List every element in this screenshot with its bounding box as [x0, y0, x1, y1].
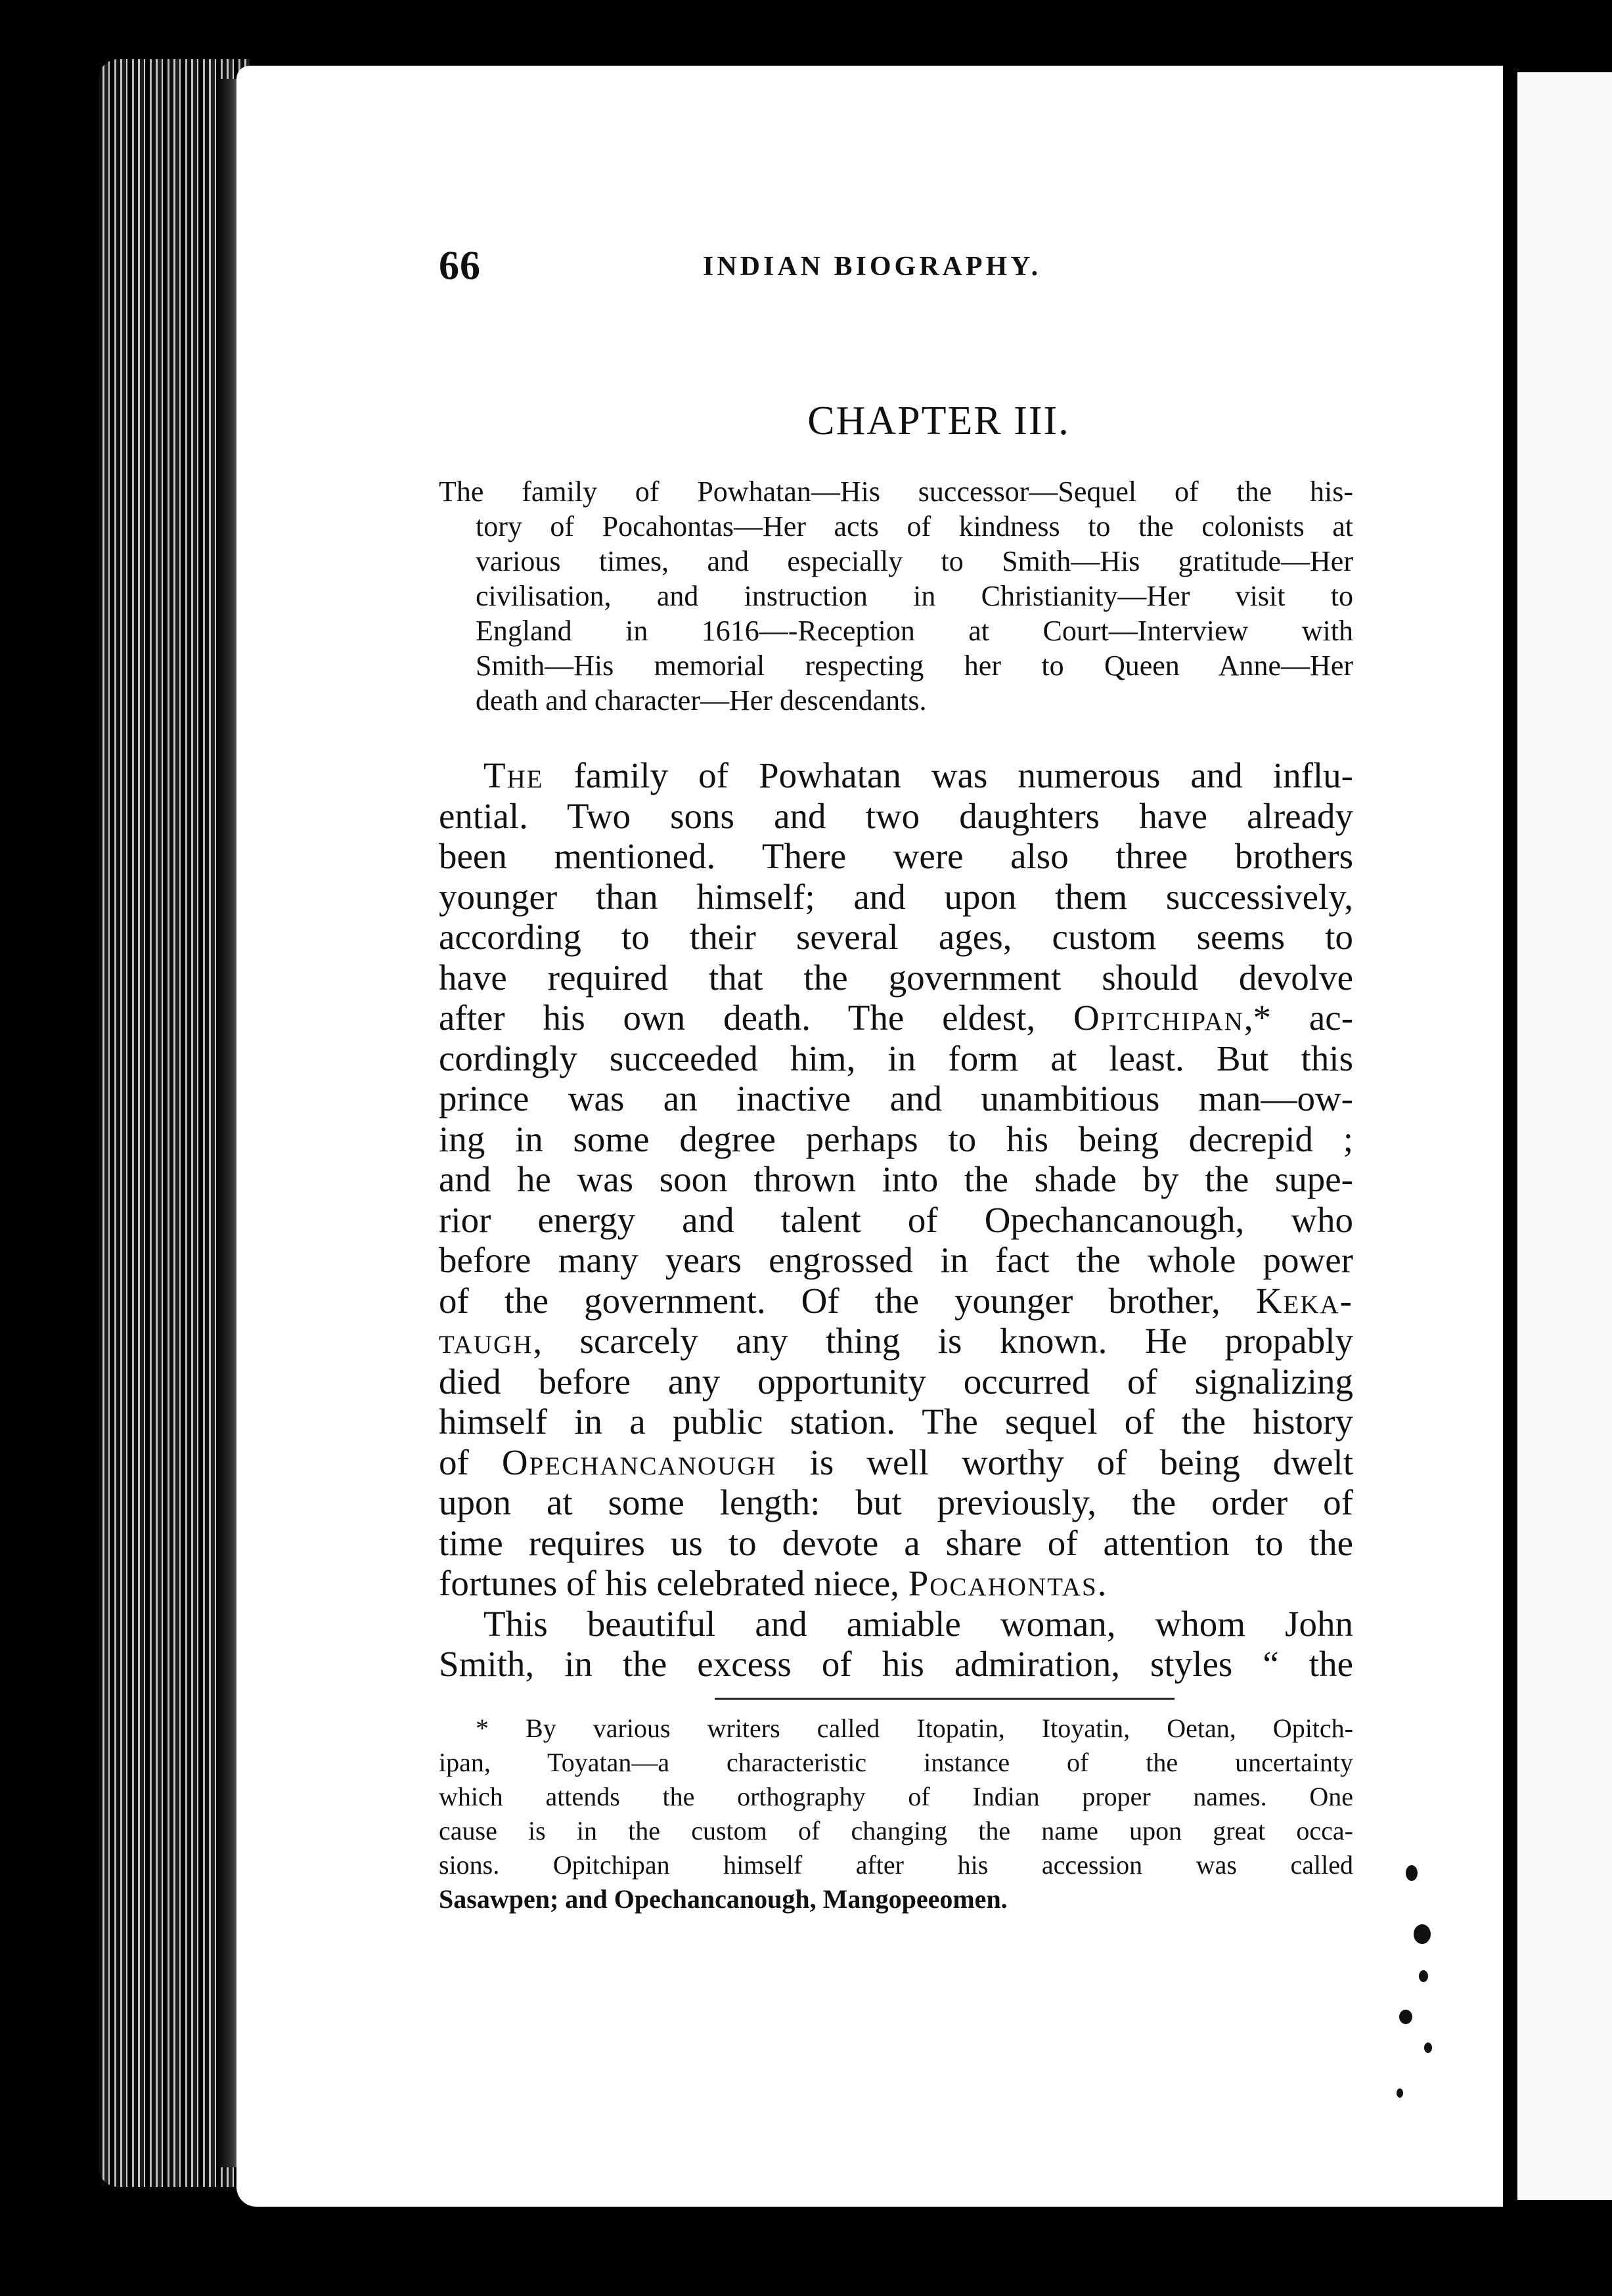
running-head: INDIAN BIOGRAPHY.	[703, 252, 1042, 282]
footnote-line: Sasawpen; and Opechancanough, Mangopeeomen.	[439, 1884, 1008, 1914]
body-line: prince was an inactive and unambitious man—ow-	[439, 1078, 1353, 1118]
body-line	[439, 1442, 1353, 1483]
facing-page-edge	[1517, 72, 1612, 2200]
synopsis-line: Smith—His memorial respecting her to Queen Anne—Her	[476, 650, 1353, 682]
proper-name: Opechancanough	[501, 1442, 777, 1482]
drop-cap-word: The	[483, 755, 544, 795]
synopsis-line: death and character—Her descendants.	[476, 684, 927, 717]
body-line: This beautiful and amiable woman, whom John	[483, 1603, 1353, 1644]
body-line-text: family of Powhatan was numerous and influ-	[543, 755, 1353, 795]
proper-name: Keka-	[1255, 1280, 1353, 1321]
page-number: 66	[439, 244, 481, 288]
synopsis-line: England in 1616—-Reception at Court—Interview with	[476, 615, 1353, 647]
synopsis-line: civilisation, and instruction in Christianity—Her visit to	[476, 580, 1353, 612]
synopsis-line: various times, and especially to Smith—His gratitude—Her	[476, 545, 1353, 577]
body-line: before many years engrossed in fact the whole power	[439, 1240, 1353, 1280]
body-line-text: , scarcely any thing is known. He propably	[533, 1321, 1353, 1361]
body-line: younger than himself; and upon them successively,	[439, 876, 1353, 917]
chapter-synopsis	[439, 474, 1353, 718]
body-line: ing in some degree perhaps to his being decrepid ;	[439, 1118, 1353, 1159]
footnote-divider	[715, 1698, 1175, 1700]
page-gap	[1503, 66, 1517, 2207]
footnote	[439, 1711, 1353, 1916]
scan-speck	[1419, 1970, 1428, 1982]
body-line: died before any opportunity occurred of signalizing	[439, 1361, 1353, 1402]
synopsis-line: The family of Powhatan—His successor—Sequel of the his-	[439, 475, 1353, 508]
footnote-line: cause is in the custom of changing the name upon great occa-	[439, 1816, 1353, 1845]
body-line	[439, 1321, 1353, 1361]
body-line: been mentioned. There were also three brothers	[439, 836, 1353, 876]
body-line: have required that the government should devolve	[439, 957, 1353, 998]
body-text	[439, 755, 1353, 1685]
body-line-text: after his own death. The eldest,	[439, 998, 1073, 1038]
footnote-line: sions. Opitchipan himself after his accession was called	[439, 1850, 1353, 1880]
page-header	[439, 243, 1353, 296]
body-line: rior energy and talent of Opechancanough, who	[439, 1199, 1353, 1240]
scan-speck	[1399, 2010, 1412, 2024]
proper-name: Opitchipan	[1073, 998, 1244, 1038]
body-line: and he was soon thrown into the shade by the supe-	[439, 1159, 1353, 1199]
body-line-text: of	[439, 1442, 502, 1482]
body-line: according to their several ages, custom seems to	[439, 917, 1353, 957]
body-line-text: fortunes of his celebrated niece,	[439, 1563, 908, 1603]
body-line: cordingly succeeded him, in form at least. But this	[439, 1038, 1353, 1078]
synopsis-line: tory of Pocahontas—Her acts of kindness to the colonists at	[476, 510, 1353, 542]
body-line-text: ,* ac-	[1243, 998, 1354, 1038]
body-line: himself in a public station. The sequel of the history	[439, 1402, 1353, 1442]
body-line-text: .	[1097, 1563, 1107, 1603]
body-line-text: of the government. Of the younger brother,	[439, 1280, 1256, 1321]
proper-name: Pocahontas	[908, 1563, 1098, 1603]
body-line: time requires us to devote a share of attention to the	[439, 1522, 1353, 1563]
scan-speck	[1424, 2042, 1432, 2053]
body-line	[439, 1281, 1353, 1321]
scan-speck	[1397, 2088, 1403, 2098]
proper-name: taugh	[439, 1321, 533, 1361]
scan-speck	[1406, 1865, 1418, 1881]
body-line: ential. Two sons and two daughters have already	[439, 795, 1353, 836]
body-line	[439, 755, 1353, 796]
footnote-line: ipan, Toyatan—a characteristic instance of the uncertainty	[439, 1748, 1353, 1777]
body-line: Smith, in the excess of his admiration, styles “ the	[439, 1644, 1353, 1684]
footnote-line: * By various writers called Itopatin, Itoyatin, Oetan, Opitch-	[476, 1713, 1353, 1743]
body-line-text: is well worthy of being dwelt	[776, 1442, 1353, 1482]
body-line	[439, 1563, 1353, 1604]
scan-speck	[1414, 1924, 1431, 1944]
chapter-title: CHAPTER III.	[807, 399, 1070, 443]
body-line: upon at some length: but previously, the order of	[439, 1482, 1353, 1522]
body-line	[439, 998, 1353, 1038]
footnote-line: which attends the orthography of Indian proper names. One	[439, 1782, 1353, 1811]
